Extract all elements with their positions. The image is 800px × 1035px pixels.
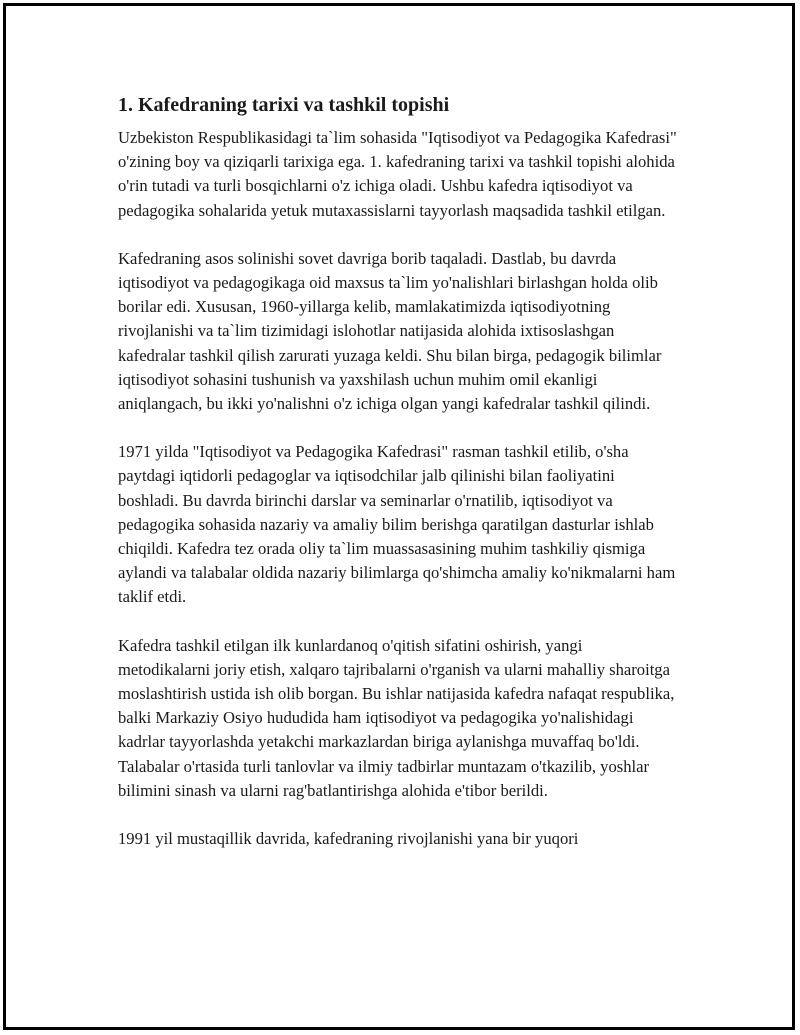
paragraph-2: Kafedraning asos solinishi sovet davriga borib taqaladi. Dastlab, bu davrda iqtisodiyot va pedagogikaga oid maxsus ta`lim yo'nalishlari birlashgan holda olib borilar edi. Xususan, 1960-yillarga kelib, mamlakatimizda iqtisodiyotning rivojlanishi va ta`lim tizimidagi islohotlar natijasida alohida ixtisoslashgan kafedralar tashkil qilish zarurati yuzaga keldi. Shu bilan birga, pedagogik bilimlar iqtisodiyot sohasini tushunish va yaxshilash uchun muhim omil ekanligi aniqlangach, bu ikki yo'nalishni o'z ichiga olgan yangi kafedralar tashkil qilindi.: [118, 248, 662, 414]
paragraph-3: 1971 yilda "Iqtisodiyot va Pedagogika Kafedrasi" rasman tashkil etilib, o'sha paytdagi iqtidorli pedagoglar va iqtisodchilar jalb qilinishi bilan faoliyatini boshladi. Bu davrda birinchi darslar va seminarlar o'rnatilib, iqtisodiyot va pedagogika sohasida nazariy va amaliy bilim berishga qaratilgan dasturlar ishlab chiqildi. Kafedra tez orada oliy ta`lim muassasasining muhim tashkiliy qismiga aylandi va talabalar oldida nazariy bilimlarga qo'shimcha amaliy ko'nikmalarni ham taklif etdi.: [118, 442, 676, 607]
paragraph-5: 1991 yil mustaqillik davrida, kafedraning rivojlanishi yana bir yuqori: [118, 829, 579, 849]
document-body: [118, 92, 678, 875]
section-title: 1. Kafedraning tarixi va tashkil topishi: [118, 94, 450, 116]
paragraph-4: Kafedra tashkil etilgan ilk kunlardanoq o'qitish sifatini oshirish, yangi metodikalarni joriy etish, xalqaro tajribalarni o'rganish va ularni mahalliy sharoitga moslashtirish ustida ish olib borgan. Bu ishlar natijasida kafedra nafaqat respublika, balki Markaziy Osiyo hududida ham iqtisodiyot va pedagogika yo'nalishidagi kadrlar tayyorlashda yetakchi markazlardan biriga aylanishga muvaffaq bo'ldi. Talabalar o'rtasida turli tanlovlar va ilmiy tadbirlar muntazam o'tkazilib, yoshlar bilimini sinash va ularni rag'batlantirishga alohida e'tibor berildi.: [118, 635, 675, 800]
paragraph-1: Uzbekiston Respublikasidagi ta`lim sohasida "Iqtisodiyot va Pedagogika Kafedrasi" o'zining boy va qiziqarli tarixiga ega. 1. kafedraning tarixi va tashkil topishi alohida o'rin tutadi va turli bosqichlarni o'z ichiga oladi. Ushbu kafedra iqtisodiyot va pedagogika sohalarida yetuk mutaxassislarni tayyorlash maqsadida tashkil etilgan.: [118, 128, 677, 220]
